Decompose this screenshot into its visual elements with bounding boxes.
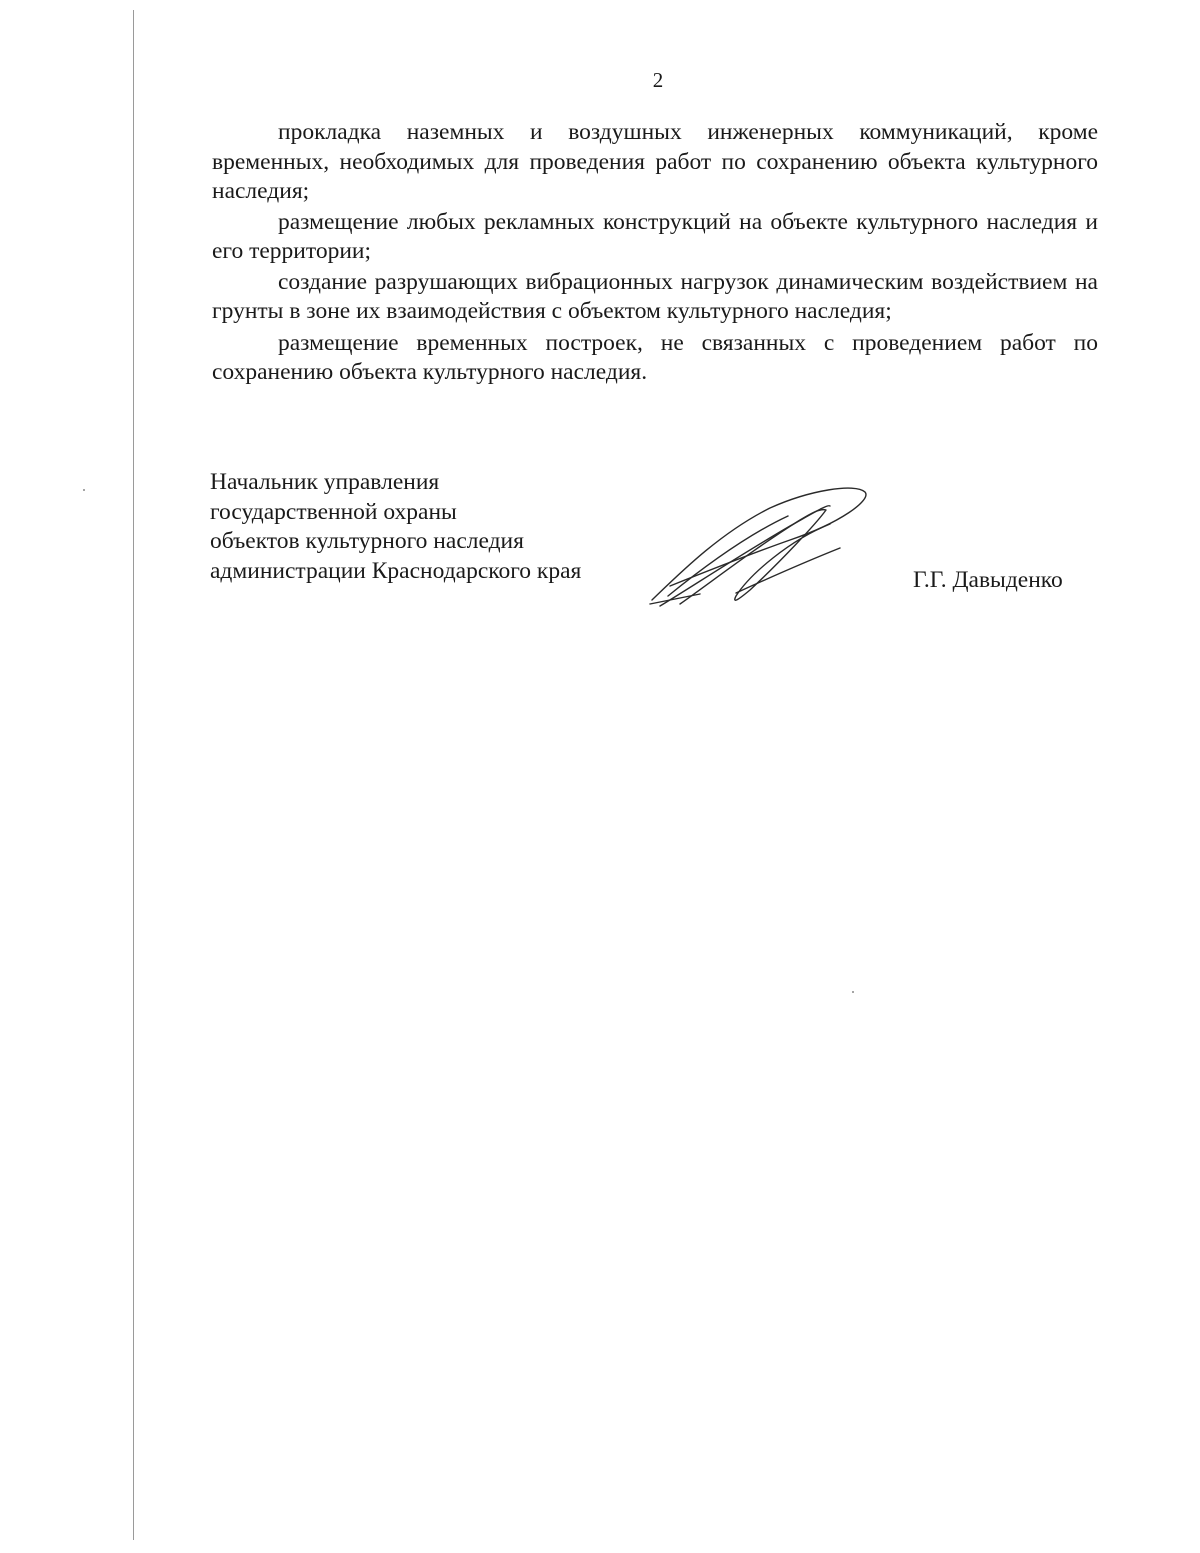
signatory-name: Г.Г. Давыденко xyxy=(913,567,1063,593)
paragraph-temporary-buildings: размещение временных построек, не связанных с проведением работ по сохранению объекта культурного наследия. xyxy=(212,329,1098,385)
signatory-title-line: объектов культурного наследия xyxy=(210,528,524,554)
paragraph-vibration: создание разрушающих вибрационных нагрузок динамическим воздействием на грунты в зоне их взаимодействия с объектом культурного наследия; xyxy=(212,268,1098,324)
paragraph-communications: прокладка наземных и воздушных инженерных коммуникаций, кроме временных, необходимых для проведения работ по сохранению объекта культурного наследия; xyxy=(212,119,1098,204)
page-number: 2 xyxy=(652,68,664,92)
scan-speck xyxy=(83,489,85,491)
handwritten-signature xyxy=(640,478,880,618)
scan-left-edge-line xyxy=(133,10,134,1540)
scan-speck xyxy=(852,991,854,993)
signatory-title-line: администрации Краснодарского края xyxy=(210,557,582,584)
signatory-title-line: Начальник управления xyxy=(210,469,440,495)
document-body xyxy=(212,118,1098,388)
paragraph-advertising: размещение любых рекламных конструкций на объекте культурного наследия и его территории; xyxy=(212,208,1098,264)
signatory-title-block xyxy=(210,468,581,586)
signatory-title-line: государственной охраны xyxy=(210,498,457,525)
